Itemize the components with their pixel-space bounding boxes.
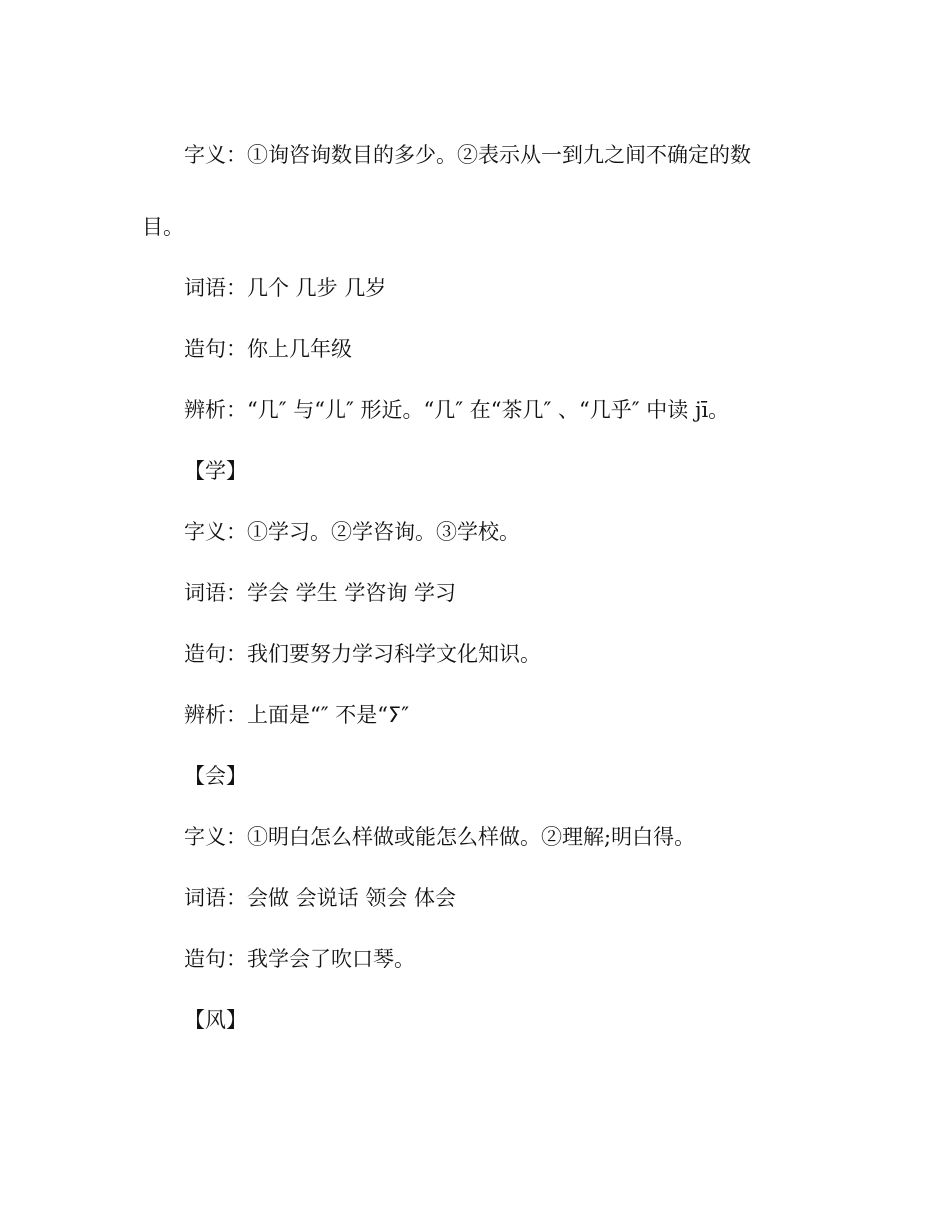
- ji-analysis: 辨析：“几″ 与“儿″ 形近。“几″ 在“茶几″ 、“几乎″ 中读 jī。: [184, 398, 730, 422]
- ji-sentence: 造句：你上几年级: [184, 337, 352, 361]
- hui-heading: 【会】: [184, 764, 247, 788]
- xue-analysis: 辨析：上面是“″ 不是“ⵢ″: [184, 703, 410, 727]
- xue-meaning: 字义：①学习。②学咨询。③学校。: [184, 520, 520, 544]
- hui-sentence: 造句：我学会了吹口琴。: [184, 947, 415, 971]
- ji-meaning-line1: 字义：①询咨询数目的多少。②表示从一到九之间不确定的数: [184, 143, 751, 167]
- hui-meaning: 字义：①明白怎么样做或能怎么样做。②理解;明白得。: [184, 825, 696, 849]
- hui-words: 词语：会做 会说话 领会 体会: [184, 886, 457, 910]
- xue-words: 词语：学会 学生 学咨询 学习: [184, 581, 457, 605]
- feng-heading: 【风】: [184, 1008, 247, 1032]
- xue-sentence: 造句：我们要努力学习科学文化知识。: [184, 642, 541, 666]
- ji-words: 词语：几个 几步 几岁: [184, 276, 387, 300]
- xue-heading: 【学】: [184, 459, 247, 483]
- ji-meaning-line2: 目。: [142, 215, 184, 239]
